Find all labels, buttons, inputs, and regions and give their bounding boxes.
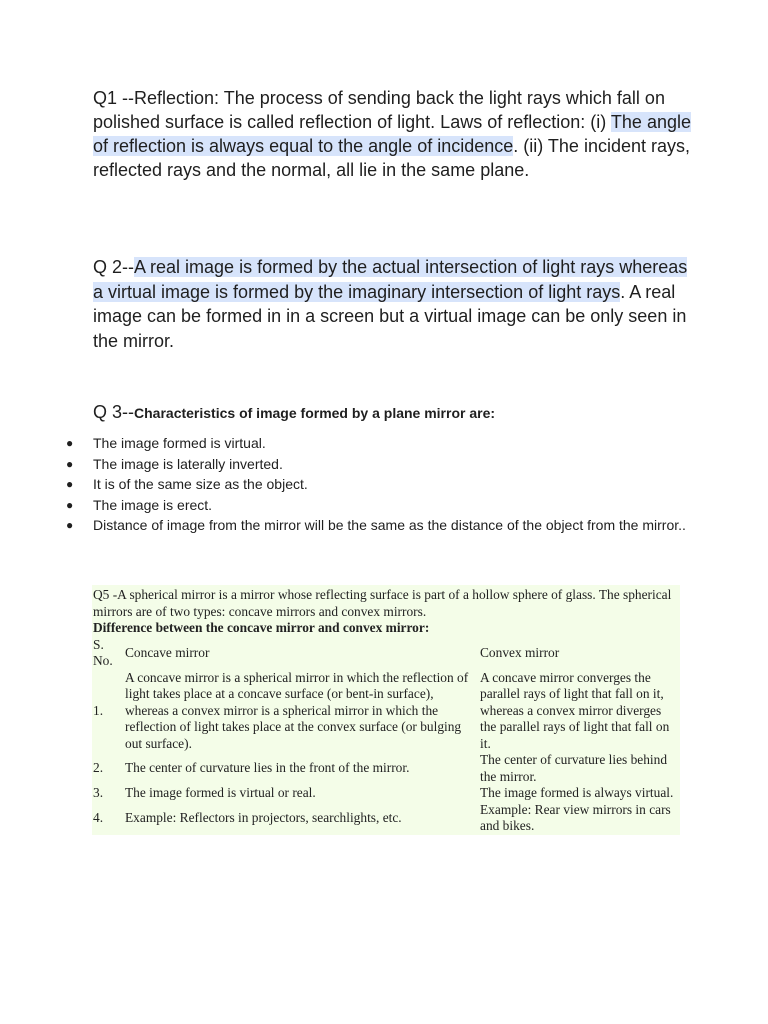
q3-bullet-list bbox=[66, 435, 686, 538]
question-3 bbox=[93, 400, 713, 425]
table-cell: 2. bbox=[93, 760, 104, 776]
comparison-table bbox=[92, 637, 680, 835]
table-cell: The image formed is always virtual. bbox=[480, 785, 674, 800]
bullet-icon: ● bbox=[66, 477, 74, 491]
table-cell: 3. bbox=[93, 785, 104, 800]
q5-heading: Difference between the concave mirror and convex mirror: bbox=[93, 620, 430, 635]
q2-highlighted-text: A real image is formed by the actual intersection of light rays whereas a virtual image is formed by the imaginary intersection of light rays bbox=[93, 257, 688, 302]
list-item bbox=[66, 497, 686, 514]
bullet-icon: ● bbox=[66, 497, 74, 512]
table-cell: A concave mirror is a spherical mirror in which the reflection of light takes place at a concave surface (or bent-in surface), whereas a convex mirror is a spherical mirror in which the reflection of light takes place at the convex surface (or bulging out surface). bbox=[125, 669, 469, 751]
q3-label: Q 3-- bbox=[93, 402, 135, 422]
table-header-row bbox=[92, 637, 680, 670]
table-row bbox=[92, 752, 680, 785]
list-item-text: The image formed is virtual. bbox=[93, 435, 266, 451]
list-item-text: The image is erect. bbox=[93, 496, 213, 513]
question-1 bbox=[93, 86, 693, 182]
table-cell: Example: Rear view mirrors in cars and bikes. bbox=[480, 801, 671, 833]
table-header-cell: Concave mirror bbox=[125, 644, 210, 660]
q1-highlighted-text: The angle of reflection is always equal to the angle of incidence bbox=[93, 112, 691, 156]
table-cell: The center of curvature lies behind the mirror. bbox=[480, 752, 668, 784]
question-2 bbox=[93, 255, 693, 353]
q5-intro bbox=[92, 585, 680, 637]
bullet-icon: ● bbox=[66, 436, 74, 450]
list-item bbox=[66, 435, 686, 452]
table-cell: Example: Reflectors in projectors, searchlights, etc. bbox=[125, 809, 402, 825]
list-item bbox=[66, 476, 686, 493]
bullet-icon: ● bbox=[66, 456, 74, 471]
table-header-cell: Convex mirror bbox=[480, 644, 560, 660]
list-item bbox=[66, 517, 686, 534]
table-cell: 1. bbox=[93, 702, 104, 718]
list-item bbox=[66, 456, 686, 473]
table-cell: The image formed is virtual or real. bbox=[125, 785, 316, 800]
q5-intro-text: Q5 -A spherical mirror is a mirror whose reflecting surface is part of a hollow sphere of glass. The spherical mirrors are of two types: concave mirrors and convex mirrors. bbox=[93, 587, 672, 619]
q1-text-end: . (ii) The incident rays, reflected rays and the normal, all lie in the same plane. bbox=[93, 136, 690, 180]
list-item-text: It is of the same size as the object. bbox=[93, 476, 308, 492]
table-row bbox=[92, 670, 680, 753]
table-cell: A concave mirror converges the parallel rays of light that fall on it, whereas a convex mirror diverges the parallel rays of light that fall on it. bbox=[480, 669, 670, 751]
list-item-text: Distance of image from the mirror will be the same as the distance of the object from the mirror.. bbox=[93, 517, 686, 533]
table-cell: The center of curvature lies in the front of the mirror. bbox=[125, 760, 410, 776]
table-row bbox=[92, 785, 680, 802]
table-row bbox=[92, 802, 680, 835]
q1-text: Q1 --Reflection: The process of sending back the light rays which fall on polished surface is called reflection of light. Laws of reflection: (i) bbox=[93, 88, 665, 132]
table-cell: 4. bbox=[93, 809, 104, 825]
q2-text-end: . A real image can be formed in in a screen but a virtual image can be only seen in the mirror. bbox=[93, 281, 687, 351]
table-header-cell: S. No. bbox=[93, 636, 113, 668]
q3-heading: Characteristics of image formed by a plane mirror are: bbox=[134, 405, 496, 421]
bullet-icon: ● bbox=[66, 518, 74, 532]
list-item-text: The image is laterally inverted. bbox=[93, 455, 283, 472]
q2-label: Q 2-- bbox=[93, 257, 135, 277]
question-5 bbox=[92, 585, 680, 835]
